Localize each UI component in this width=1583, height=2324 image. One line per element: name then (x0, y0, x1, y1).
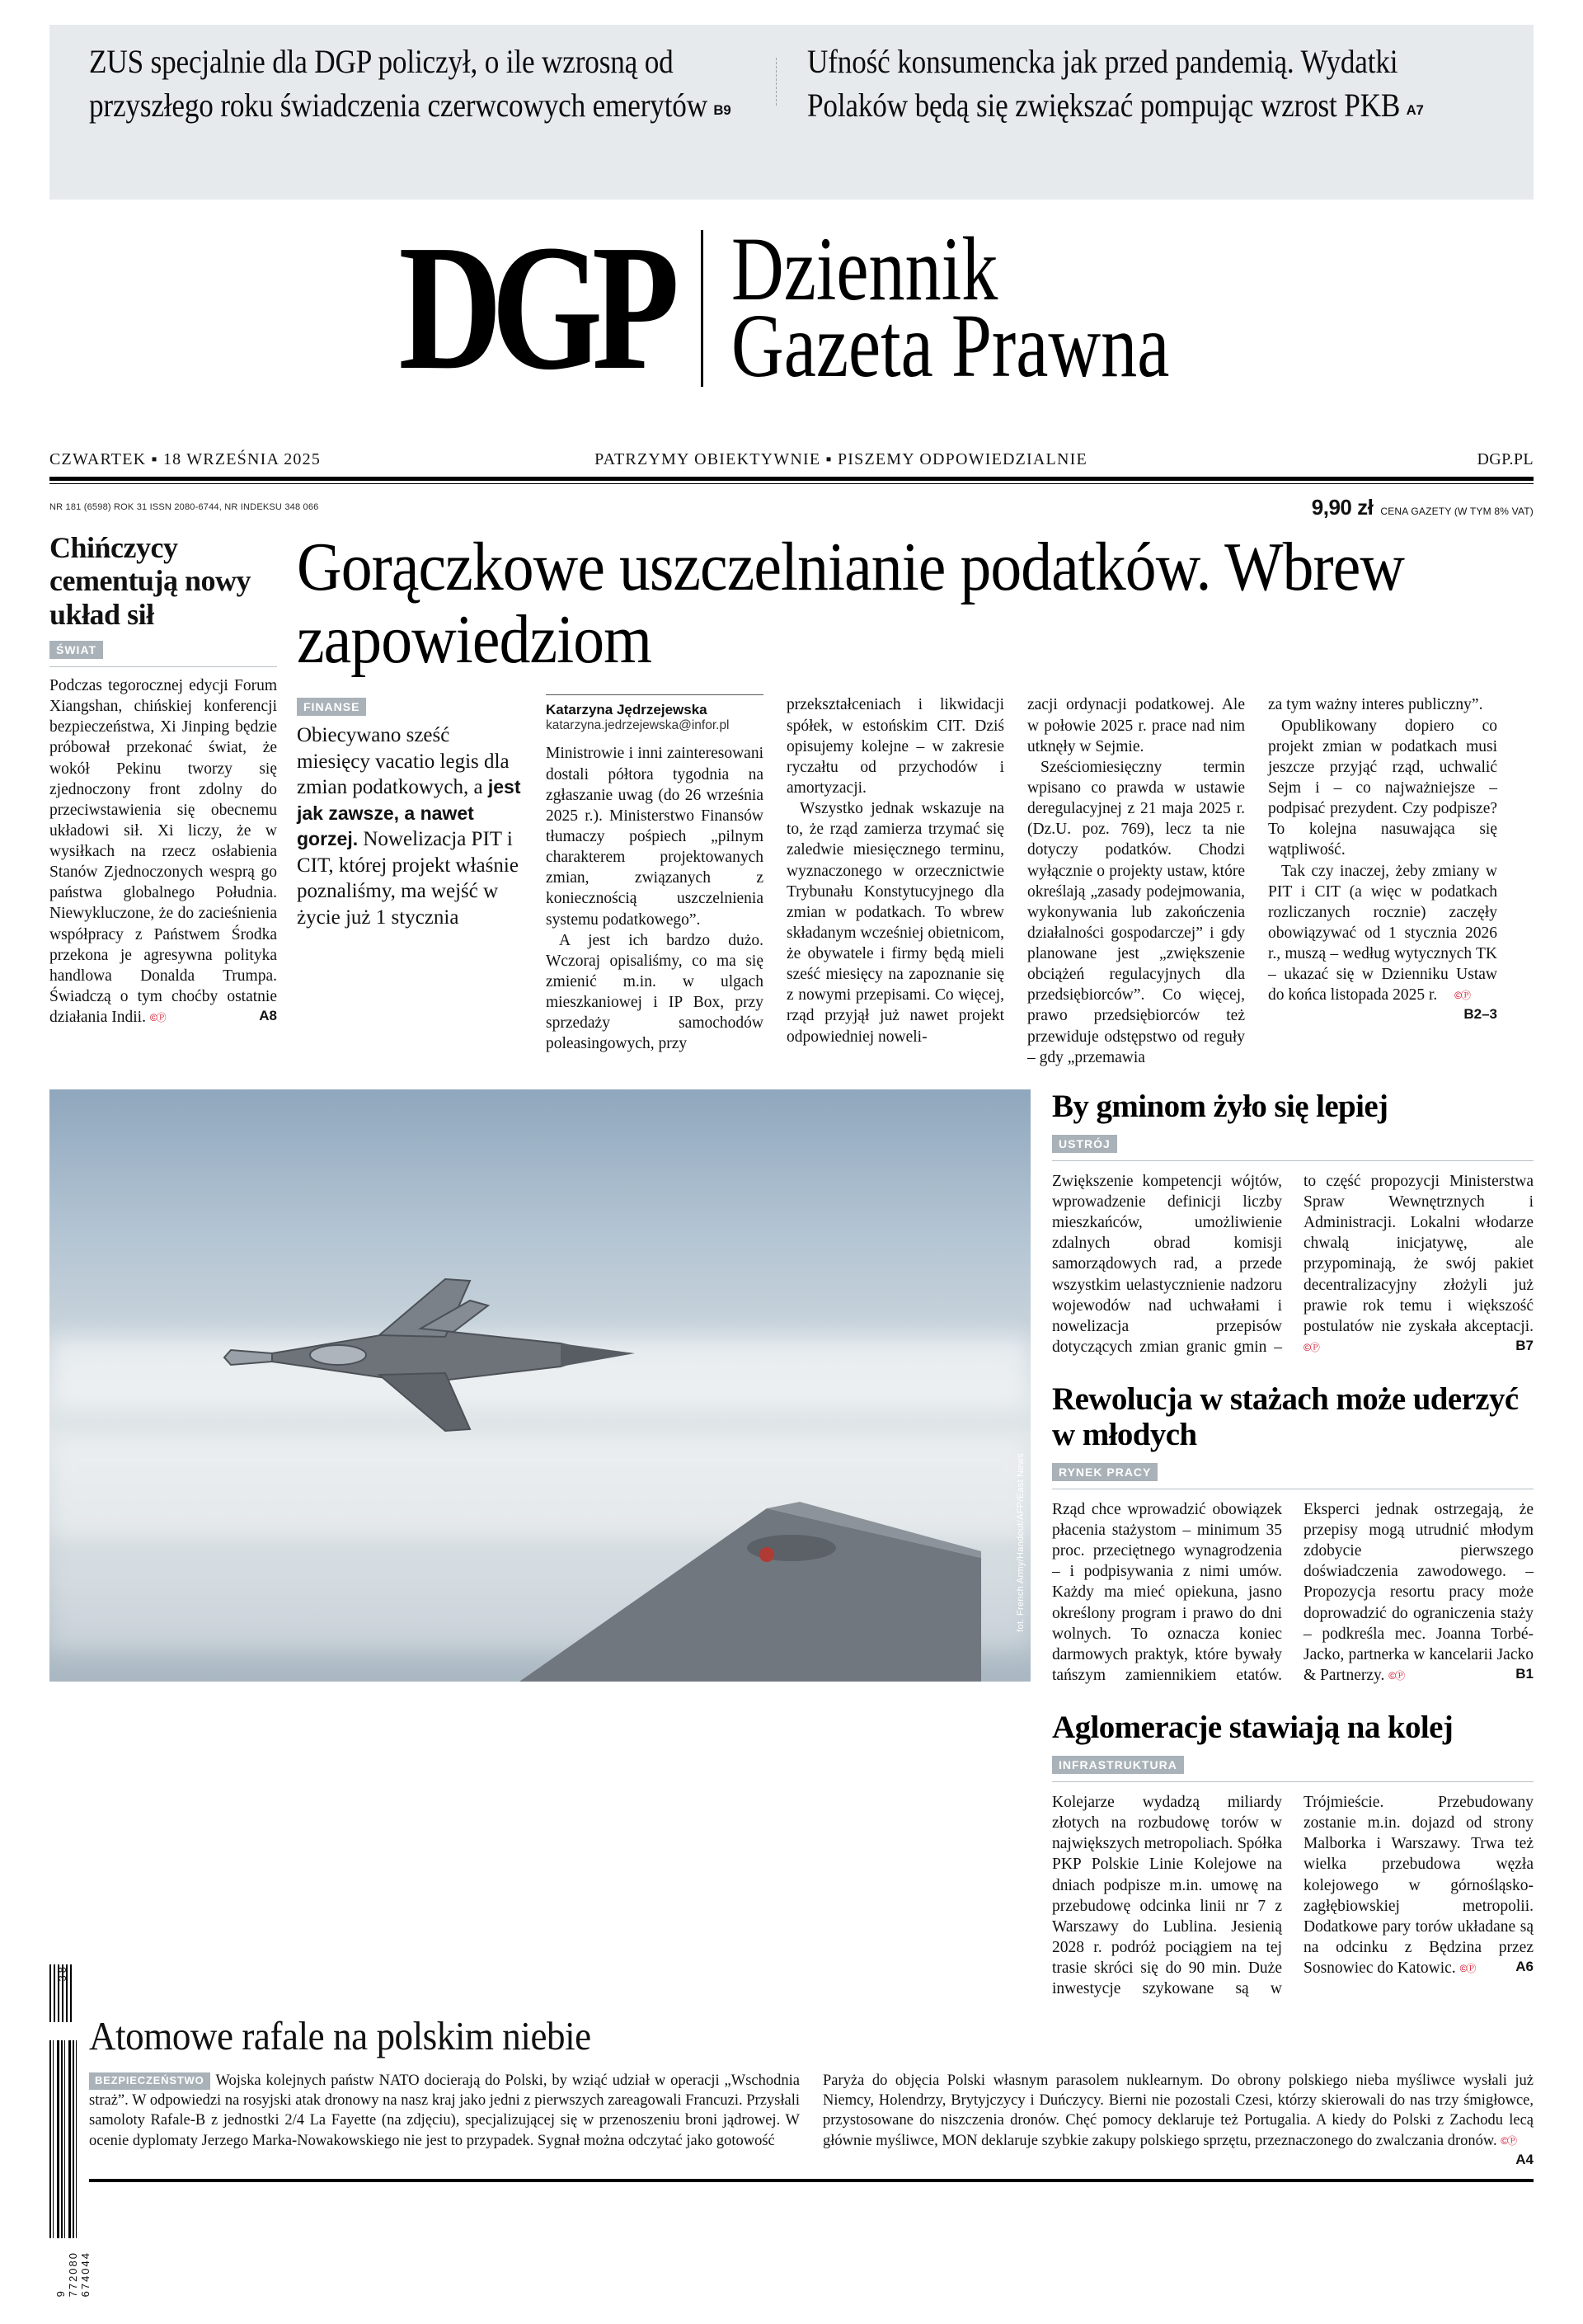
left-rail-headline[interactable]: Chińczycy cementują nowy układ sił (49, 531, 251, 631)
copyright-mark-icon: ©Ⓟ (149, 1012, 166, 1024)
bottom-column-1: BEZPIECZEŃSTWO Wojska kolejnych państw NATO docierają do Polski, by wziąć udział w operacji „Wschodnia straż”. W odpowiedzi na rosyjski atak dronowy na nasz kraj jako jedni z pierwszych zareagowali Francuzi. Przysłali samoloty Rafale-B z jednostki 2/4 La Fayette (na zdjęciu), specjalizującej się w przenoszeniu broni jądrowej. W ocenie dyplomaty Jerzego Marka-Nowakowskiego nie jest to przypadek. Sygnał można odczytać jako gotowość (89, 2072, 800, 2149)
ean-barcode-number: 9 772080 674044 (54, 2251, 92, 2298)
copyright-mark-icon: ©Ⓟ (1388, 1669, 1405, 1682)
byline-email[interactable]: katarzyna.jedrzejewska@infor.pl (546, 718, 730, 733)
photo-wrap (49, 1089, 1031, 2000)
lead-body-col2: Ministrowie i inni zainteresowani dostali półtora tygodnia na zgłaszanie uwag (do 26 września 2025 r.). Ministerstwo Finansów tłumaczy pośpiech „pilnym charakterem projektowanych zmian, związanych z koniecznością uszczelnienia systemu podatkowego”. A jest ich bardzo dużo. Wczoraj opisaliśmy, co ma się zmienić m.in. w ulgach mieszkaniowej i IP Box, przy sprzedaży samochodów poleasingowych, przy (546, 745, 763, 1053)
promo-banner (49, 25, 1534, 200)
masthead (49, 209, 1534, 407)
barcode-column (49, 1964, 92, 2298)
fighter-jet-photo (49, 1089, 1031, 1682)
lead-column-1 (297, 694, 534, 1068)
masthead-title (730, 219, 1218, 397)
right-rail-article-3[interactable] (1052, 1710, 1534, 1999)
promo-item-1[interactable] (89, 40, 776, 127)
lead-body-col4: zacji ordynacji podatkowej. Ale w połowie 2025 r. prace nad nim utknęły w Sejmie. Sześciomiesięczny termin wpisano co prawda w ustawie deregulacyjnej z 21 maja 2025 r. (Dz.U. poz. 769), lecz ta nie dotyczy podatków. Chodzi wyłącznie o projekty ustaw, które określają „zasady podejmowania, wykonywania lub zakończenia działalności gospodarczej” i gdy planowane jest „zwiększenie obciążeń regulacyjnych dla przedsiębiorców”. Co więcej, prawo przedsiębiorców też przewiduje odstępstwo od reguły – gdy „przemawia (1027, 696, 1245, 1066)
right-rail-article-2[interactable] (1052, 1382, 1534, 1686)
issn-text: NR 181 (6598) ROK 31 ISSN 2080-6744, NR INDEKSU 348 066 (49, 502, 319, 512)
lead-column-5 (1257, 694, 1497, 1068)
newspaper-front-page (0, 25, 1583, 2324)
right-rail-headline-3[interactable]: Aglomeracje stawiają na kolej (1052, 1710, 1454, 1746)
copyright-mark-icon: ©Ⓟ (1304, 1341, 1319, 1353)
right-rail-headline-2[interactable]: Rewolucja w stażach może uderzyć w młodych (1052, 1381, 1519, 1452)
right-rail-page-3: A6 (1515, 1959, 1534, 1975)
right-rail-article-1[interactable] (1052, 1089, 1534, 1357)
left-rail-kicker-rule (49, 666, 277, 667)
price-block (1312, 495, 1534, 520)
bottom-column-2: Paryża do objęcia Polski własnym parasolem nuklearnym. Do obrony polskiego nieba myśliwce wysłali już Niemcy, Holendrzy, Brytyjczycy i Duńczycy. Bierni nie pozostali Czesi, którzy skierowali do nas trzy śmigłowce, przystosowane do niszczenia dronów. Chęć pomocy deklaruje też Portugalia. A kiedy do Polski z Zachodu lecą głównie myśliwce, MON deklaruje szybkie zakupy polskiego sprzętu, przeznaczonego do zwalczania dronów. ©Ⓟ A4 (823, 2071, 1534, 2168)
bottom-headline[interactable]: Atomowe rafale na polskim niebie (89, 2013, 591, 2059)
right-rail-page-2: B1 (1515, 1665, 1534, 1682)
right-rail-page-1: B7 (1515, 1337, 1534, 1353)
lead-column-3 (775, 694, 1016, 1068)
price-note: CENA GAZETY (W TYM 8% VAT) (1380, 505, 1534, 517)
right-rail-kicker-rule-1 (1052, 1160, 1534, 1161)
right-rail-kicker-1: USTRÓJ (1052, 1135, 1117, 1153)
website-link[interactable]: DGP.PL (1477, 450, 1534, 468)
lead-column-2 (534, 694, 775, 1068)
copyright-mark-icon: ©Ⓟ (1501, 2134, 1517, 2147)
bottom-kicker: BEZPIECZEŃSTWO (89, 2072, 210, 2090)
byline-author: Katarzyna Jędrzejewska (546, 702, 707, 718)
masthead-title-line1: Dziennik (730, 219, 998, 320)
lead-page: B2–3 (1463, 1006, 1497, 1023)
right-rail-body-2: Rząd chce wprowadzić obowiązek płacenia stażystom – minimum 35 proc. przeciętnego wynagrodzenia – i podpisywania z nimi umów. Każdy ma mieć opiekuna, jasno określony program i prawo do dni wolnych. To oznacza koniec darmowych praktyk, które bywały tańszym zamiennikiem etatów. Eksperci jednak ostrzegają, że przepisy mogą utrudnić młodym zdobycie pierwszego doświadczenia zawodowego. – Propozycja resortu pracy może doprowadzić do ograniczenia staży – podkreśla mec. Joanna Torbé-Jacko, partnerka w kancelarii Jacko & Partnerzy. ©Ⓟ B1 (1052, 1500, 1534, 1684)
ean-barcode-icon (49, 2040, 78, 2238)
lead-headline[interactable]: Gorączkowe uszczelnianie podatków. Wbrew zapowiedziom (297, 529, 1405, 679)
bottom-article-content[interactable] (89, 2013, 1534, 2181)
issue-number-label: 38 (56, 1964, 68, 1982)
promo-divider (776, 58, 777, 106)
promo-item-2-text: Ufność konsumencka jak przed pandemią. Wydatki Polaków będą się zwiększać pompując wzrost PKB A7 (807, 43, 1424, 125)
issn-price-row (49, 495, 1534, 520)
masthead-divider (701, 230, 703, 387)
dgp-logo[interactable]: DGP (398, 208, 669, 408)
tagline-row (49, 450, 1534, 469)
byline-rule (546, 694, 763, 695)
right-rail-kicker-3: INFRASTRUKTURA (1052, 1756, 1184, 1774)
price-value: 9,90 zł (1311, 494, 1374, 520)
wing-foreground-icon (519, 1409, 981, 1682)
lead-column-4 (1016, 694, 1257, 1068)
promo-item-1-page: B9 (713, 102, 731, 119)
promo-item-1-text: ZUS specjalnie dla DGP policzył, o ile wzrosną od przyszłego roku świadczenia czerwcowych emerytów B9 (89, 43, 731, 125)
slogan: PATRZYMY OBIEKTYWNIE ▪ PISZEMY ODPOWIEDZIALNIE (594, 450, 1087, 468)
right-rail-body-1: Zwiększenie kompetencji wójtów, wprowadzenie definicji liczby mieszkańców, umożliwienie zdalnych obrad komisji samorządowych rad, a przede wszystkim uelastycznienie nadzoru wojewodów nad uchwałami i nowelizacja przepisów dotyczących zmian granic gmin – to część propozycji Ministerstwa Spraw Wewnętrznych i Administracji. Lokalni włodarze chwalą inicjatywę, ale przypominają, że swój pakiet decentralizacyjny złożyli już prawie rok temu i większość postulatów nie zyskała akceptacji. ©Ⓟ B7 (1052, 1172, 1534, 1356)
copyright-mark-icon: ©Ⓟ (1454, 990, 1470, 1002)
bottom-page: A4 (1515, 2151, 1534, 2167)
promo-item-2[interactable] (776, 40, 1494, 127)
photo-and-right-rail (49, 1089, 1534, 2000)
left-rail-page: A8 (259, 1008, 277, 1024)
lead-article (297, 531, 1534, 1068)
main-area (49, 531, 1534, 1068)
rule-thin (49, 483, 1534, 484)
right-rail-body-3: Kolejarze wydadzą miliardy złotych na rozbudowę torów w największych metropoliach. Spółka PKP Polskie Linie Kolejowe na dniach podpisze m.in. umowę na przebudowę odcinka linii nr 7 z Warszawy do Lublina. Jesienią 2028 r. podróż pociągiem na tej trasie skróci się do 90 min. Duże inwestycje szykowane są w Trójmieście. Przebudowany zostanie m.in. dojazd od strony Malborka i Warszawy. Trwa też wielka przebudowa węzła kolejowego w górnośląsko-zagłębiowskiej metropolii. Dodatkowe pary torów układane są na odcinku z Będzina przez Sosnowiec do Katowic. ©Ⓟ A6 (1052, 1794, 1534, 1998)
lead-body-col3: przekształceniach i likwidacji spółek, w estońskim CIT. Dziś opisujemy kolejne – w zakresie ryczałtu od przychodów i amortyzacji. Wszystko jednak wskazuje na to, że rząd zamierza trzymać się zaledwie miesięcznego terminu, wyznaczonego w orzecznictwie Trybunału Konstytucyjnego dla zmian w podatkach. To wbrew składanym wcześniej obietnicom, że obywatele i firmy będą mieli sześć miesięcy na zapoznanie się z nowymi przepisami. Co więcej, rząd przyjął już nawet projekt odpowiedniej noweli- (787, 696, 1004, 1046)
issue-date: CZWARTEK ▪ 18 WRZEŚNIA 2025 (49, 450, 322, 468)
left-rail-body: Podczas tegorocznej edycji Forum Xiangshan, chińskiej konferencji bezpieczeństwa, Xi Jinping będzie próbował przekonać świat, że wokół Pekinu tworzy się zjednoczony front zdolny do przeciwstawienia się obecnemu układowi sił. Xi liczy, że w wysiłkach na rzecz osłabienia Stanów Zjednoczonych wesprą go państwa globalnego Południa. Niewykluczone, że do zacieśnienia współpracy z Państwem Środka przekona je agresywna polityka handlowa Donalda Trumpa. Świadczą o tym choćby ostatnie działania Indii. ©Ⓟ A8 (49, 676, 277, 1027)
copyright-mark-icon: ©Ⓟ (1459, 1963, 1476, 1975)
masthead-title-line2: Gazeta Prawna (730, 296, 1169, 397)
photo-credit: fot. French Army/Handout/AFP/East News (1016, 1453, 1026, 1632)
left-rail-article[interactable] (49, 531, 297, 1068)
footer-rule (89, 2179, 1534, 2182)
lead-standfirst: Obiecywano sześć miesięcy vacatio legis dla zmian podatkowych, a jest jak zawsze, a nawet gorzej. Nowelizacja PIT i CIT, której projekt właśnie poznaliśmy, ma wejść w życie już 1 stycznia (297, 724, 521, 929)
right-rail-kicker-rule-3 (1052, 1781, 1534, 1782)
lead-columns (297, 694, 1534, 1068)
right-rail-headline-1[interactable]: By gminom żyło się lepiej (1052, 1088, 1388, 1124)
lead-kicker: FINANSE (297, 698, 366, 716)
lead-body-col5: za tym ważny interes publiczny”. Opublikowany dopiero co projekt zmian w podatkach musi jeszcze przyjąć rząd, uchwalić Sejm i – co najważniejsze – podpisać prezydent. Czy podpisze? To kolejna nasuwająca się wątpliwość. Tak czy inaczej, żeby zmiany w PIT i CIT (a więc w podatkach rozliczanych rocznie) zaczęły obowiązywać od 1 stycznia 2026 r., muszą – według wytycznych TK – ukazać się w Dzienniku Ustaw do końca listopada 2025 r. ©Ⓟ B2–3 (1268, 696, 1497, 1023)
right-rail (1031, 1089, 1534, 2000)
bottom-columns (89, 2071, 1534, 2168)
promo-item-2-page: A7 (1406, 102, 1424, 119)
right-rail-kicker-2: RYNEK PRACY (1052, 1463, 1158, 1481)
rule-thick (49, 477, 1534, 481)
left-rail-kicker: ŚWIAT (49, 641, 103, 659)
